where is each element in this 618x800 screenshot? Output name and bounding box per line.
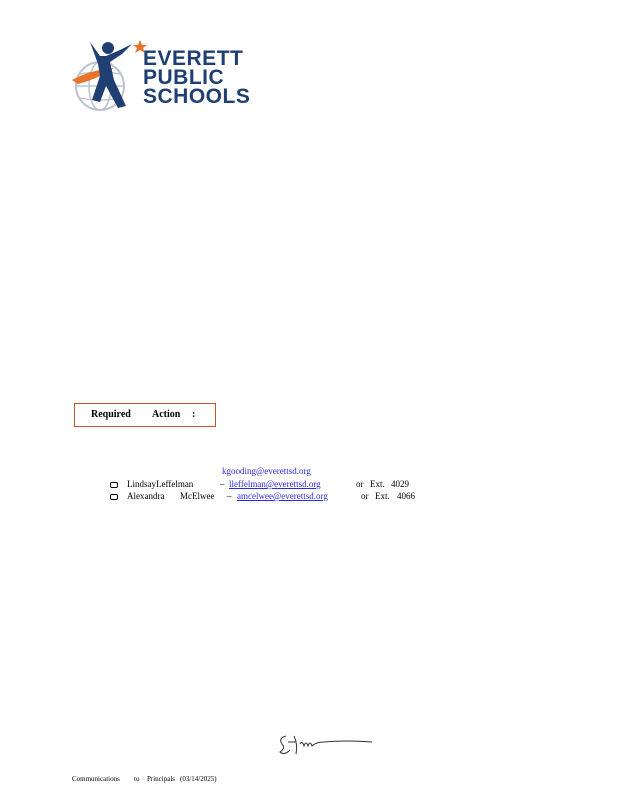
contact-name: LindsayLeffelman [127,479,194,489]
logo-figure-icon [70,36,150,112]
required-action-box [74,403,216,427]
contact-ext: 4066 [397,491,415,501]
contact-name-last: McElwee [180,491,215,501]
action-label: Action [152,409,181,420]
logo-wordmark [143,49,250,106]
bullet-icon [110,482,118,488]
logo-line-3: SCHOOLS [143,85,251,108]
contact-dash: – [227,491,232,501]
signature-icon [276,730,376,758]
logo-line-1: EVERETT [143,47,244,70]
contact-or: or [361,491,369,501]
footer-word-3: Principals [147,775,175,783]
contact-ext: 4029 [391,479,409,489]
contact-dash: – [220,479,225,489]
contact-name-first: Alexandra [127,491,165,501]
district-logo [70,36,255,112]
contact-ext-label: Ext. [370,479,385,489]
footer-word-2: to [134,775,140,783]
contact-email-link[interactable]: lleffelman@everettsd.org [229,479,321,489]
bullet-icon [110,494,118,500]
logo-line-2: PUBLIC [143,66,225,89]
contact-or: or [356,479,364,489]
footer-date: (03/14/2025) [180,775,217,783]
required-label: Required [91,409,131,420]
footer-word-1: Communications [72,775,120,783]
required-action-colon: : [192,409,196,420]
contact-email-top[interactable]: kgooding@everettsd.org [222,466,311,476]
contact-ext-label: Ext. [375,491,390,501]
contact-email-link[interactable]: amcelwee@everettsd.org [237,491,328,501]
